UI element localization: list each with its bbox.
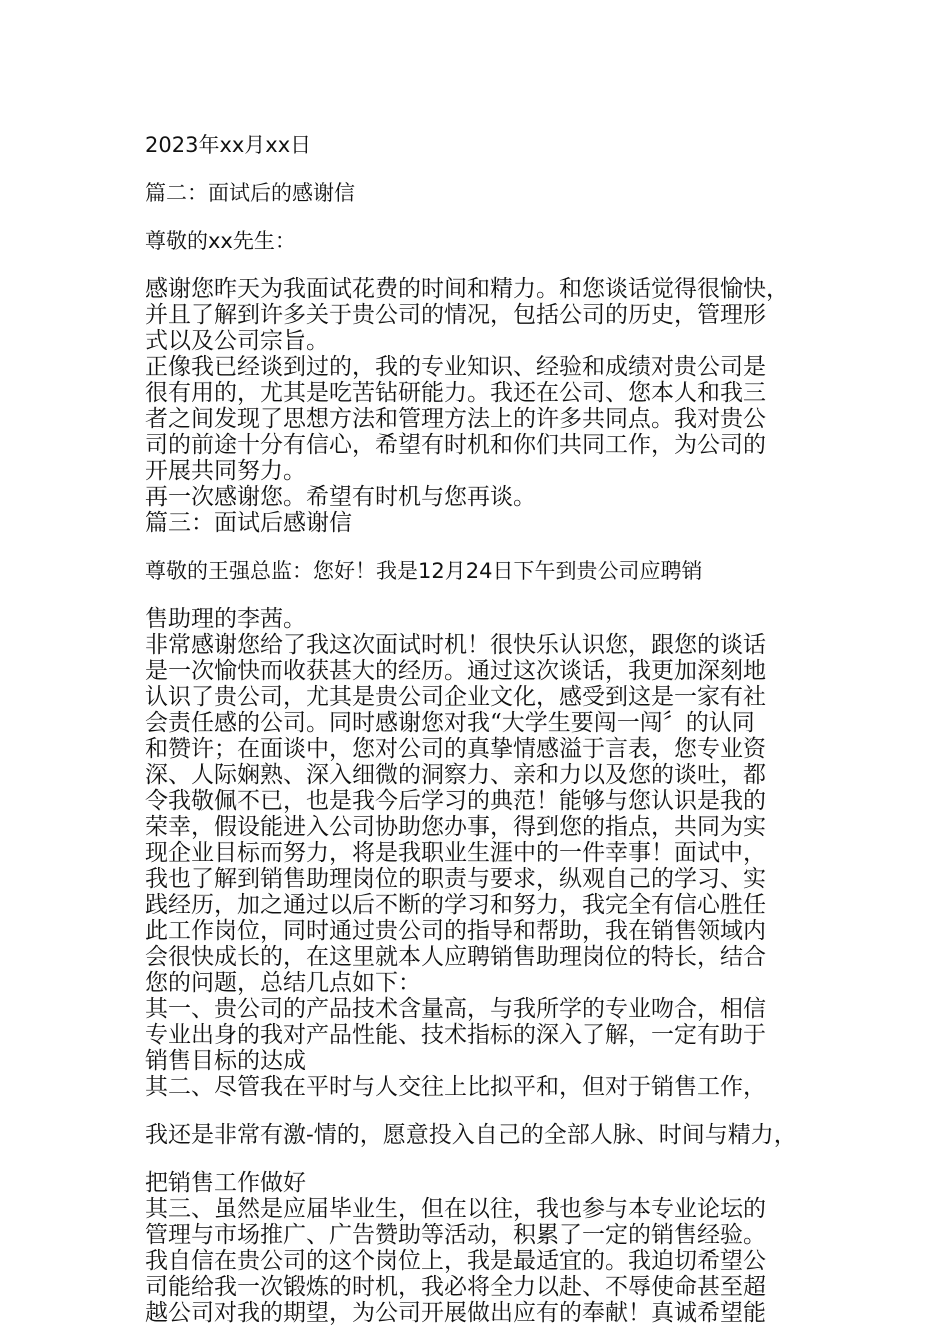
- section3-body: [145, 632, 810, 1100]
- paragraph-line: 此工作岗位，同时通过贵公司的指导和帮助，我在销售领域内: [145, 918, 766, 944]
- section3-heading: 篇三：面试后感谢信: [145, 510, 352, 536]
- point2-line: 把销售工作做好: [145, 1170, 306, 1196]
- paragraph-line: 专业出身的我对产品性能、技术指标的深入了解，一定有助于: [145, 1022, 766, 1048]
- paragraph-line: 者之间发现了思想方法和管理方法上的许多共同点。我对贵公: [145, 406, 766, 432]
- paragraph-line: 其三、虽然是应届毕业生，但在以往，我也参与本专业论坛的: [145, 1196, 766, 1222]
- paragraph-line: 很有用的，尤其是吃苦钻研能力。我还在公司、您本人和我三: [145, 380, 766, 406]
- document-body: [145, 132, 810, 1326]
- paragraph-line: 正像我已经谈到过的，我的专业知识、经验和成绩对贵公司是: [145, 354, 766, 380]
- section2-heading: 篇二：面试后的感谢信: [145, 181, 355, 205]
- paragraph-line: 感谢您昨天为我面试花费的时间和精力。和您谈话觉得很愉快，: [145, 276, 789, 302]
- paragraph-line: 司能给我一次锻炼的时机，我必将全力以赴、不辱使命甚至超: [145, 1274, 766, 1300]
- paragraph-line: 开展共同努力。: [145, 458, 306, 484]
- paragraph-line: 令我敬佩不已，也是我今后学习的典范！能够与您认识是我的: [145, 788, 766, 814]
- section3-intro-line: 售助理的李茜。: [145, 606, 306, 632]
- paragraph-line: 式以及公司宗旨。: [145, 328, 329, 354]
- paragraph-line: 再一次感谢您。希望有时机与您再谈。: [145, 484, 536, 510]
- paragraph-line: 认识了贵公司，尤其是贵公司企业文化，感受到这是一家有社: [145, 684, 766, 710]
- point2-line: 我还是非常有激-情的，愿意投入自己的全部人脉、时间与精力，: [145, 1122, 797, 1148]
- paragraph-line: 管理与市场推广、广告赞助等活动，积累了一定的销售经验。: [145, 1222, 766, 1248]
- paragraph-line: 司的前途十分有信心，希望有时机和你们共同工作，为公司的: [145, 432, 766, 458]
- date-line: 2023年xx月xx日: [145, 133, 312, 157]
- paragraph-line: 您的问题，总结几点如下：: [145, 970, 421, 996]
- paragraph-line: 并且了解到许多关于贵公司的情况，包括公司的历史，管理形: [145, 302, 766, 328]
- paragraph-line: 越公司对我的期望，为公司开展做出应有的奉献！真诚希望能: [145, 1300, 766, 1326]
- paragraph-line: 我也了解到销售助理岗位的职责与要求，纵观自己的学习、实: [145, 866, 766, 892]
- paragraph-line: 销售目标的达成: [145, 1048, 306, 1074]
- paragraph-line: 践经历，加之通过以后不断的学习和努力，我完全有信心胜任: [145, 892, 766, 918]
- paragraph-line: 我自信在贵公司的这个岗位上，我是最适宜的。我迫切希望公: [145, 1248, 766, 1274]
- paragraph-line: 现企业目标而努力，将是我职业生涯中的一件幸事！面试中，: [145, 840, 766, 866]
- section3-tail: [145, 1196, 810, 1326]
- section2-salutation: 尊敬的xx先生：: [145, 229, 296, 253]
- section3-intro-line: 尊敬的王强总监：您好！我是12月24日下午到贵公司应聘销: [145, 559, 703, 583]
- paragraph-line: 深、人际娴熟、深入细微的洞察力、亲和力以及您的谈吐，都: [145, 762, 766, 788]
- paragraph-line: 非常感谢您给了我这次面试时机！很快乐认识您，跟您的谈话: [145, 632, 766, 658]
- paragraph-line: 会很快成长的，在这里就本人应聘销售助理岗位的特长，结合: [145, 944, 766, 970]
- paragraph-line: 会责任感的公司。同时感谢您对我“大学生要闯一闯〞的认同: [145, 710, 755, 736]
- paragraph-line: 是一次愉快而收获甚大的经历。通过这次谈话，我更加深刻地: [145, 658, 766, 684]
- paragraph-line: 荣幸，假设能进入公司协助您办事，得到您的指点，共同为实: [145, 814, 766, 840]
- section2-body: [145, 276, 810, 510]
- paragraph-line: 其一、贵公司的产品技术含量高，与我所学的专业吻合，相信: [145, 996, 766, 1022]
- paragraph-line: 和赞许；在面谈中，您对公司的真挚情感溢于言表，您专业资: [145, 736, 766, 762]
- paragraph-line: 其二、尽管我在平时与人交往上比拟平和，但对于销售工作，: [145, 1074, 766, 1100]
